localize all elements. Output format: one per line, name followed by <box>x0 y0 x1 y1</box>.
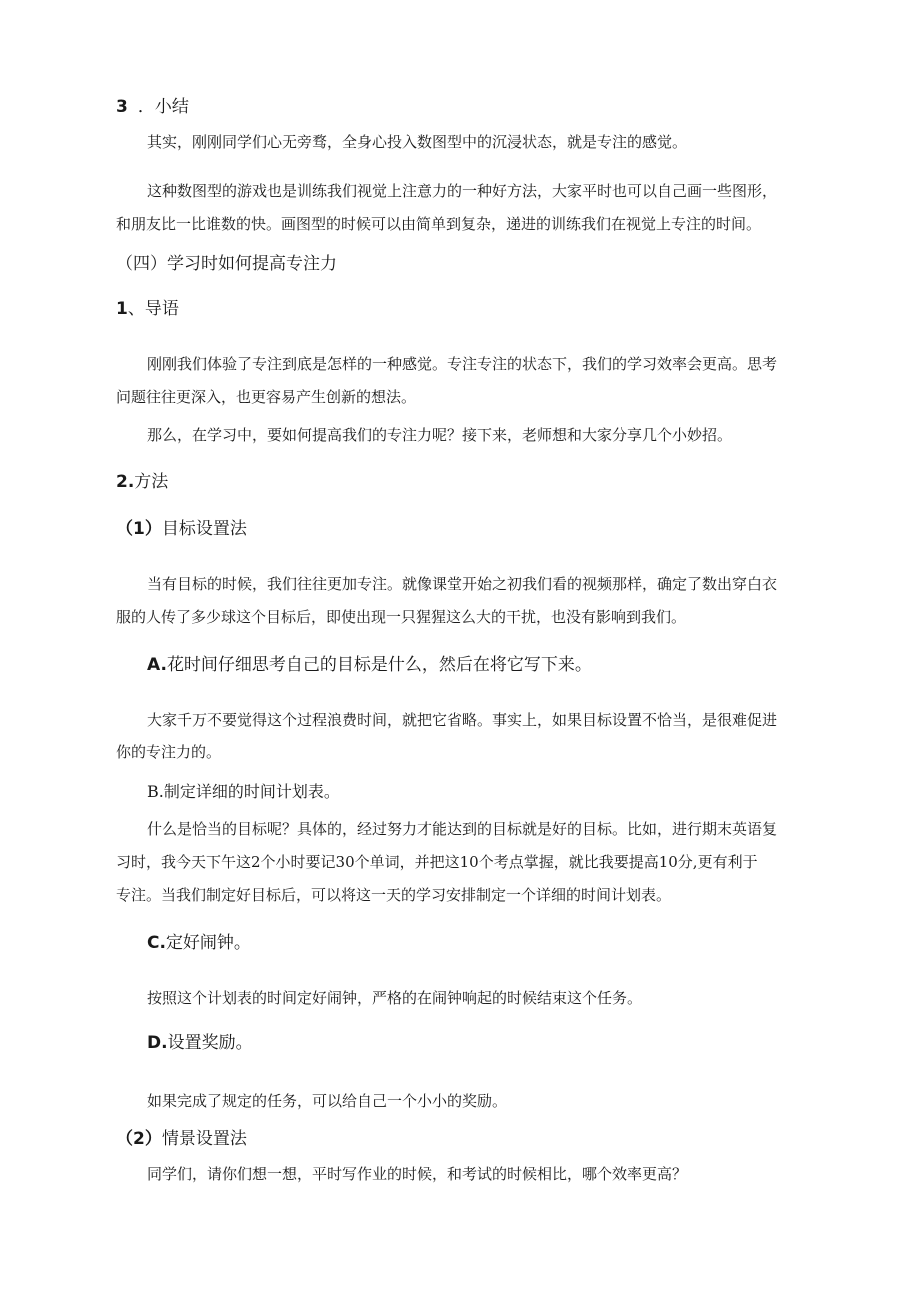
goal-paragraph-line-2: 服的人传了多少球这个目标后，即使出现一只猩猩这么大的干扰，也没有影响到我们。 <box>116 608 687 626</box>
step-d: D.设置奖励。 <box>147 1033 253 1053</box>
scene-paragraph: 同学们，请你们想一想，平时写作业的时候，和考试的时候相比，哪个效率更高？ <box>147 1165 688 1183</box>
intro-paragraph-1-line-2: 问题往往更深入，也更容易产生创新的想法。 <box>116 388 417 406</box>
step-a: A.花时间仔细思考自己的目标是什么，然后在将它写下来。 <box>147 655 592 675</box>
step-a-paragraph-line-2: 你的专注力的。 <box>116 743 222 761</box>
method-heading: 2.方法 <box>116 472 169 492</box>
intro-heading: 1、导语 <box>116 299 179 319</box>
step-b-paragraph-line-2: 习时，我今天下午这2个小时要记30个单词，并把这10个考点掌握，就比我要提高10分,更有利于 <box>116 853 758 871</box>
part4-heading: （四）学习时如何提高专注力 <box>116 254 337 274</box>
summary-paragraph-2-line-1: 这种数图型的游戏也是训练我们视觉上注意力的一种好方法，大家平时也可以自己画一些图形， <box>147 182 778 200</box>
intro-paragraph-1-line-1: 刚刚我们体验了专注到底是怎样的一种感觉。专注专注的状态下，我们的学习效率会更高。思考 <box>147 355 778 373</box>
summary-heading: 3 ．小结 <box>116 97 189 117</box>
step-a-paragraph-line-1: 大家千万不要觉得这个过程浪费时间，就把它省略。事实上，如果目标设置不恰当，是很难促进 <box>147 711 778 729</box>
scene-setting-heading: （2）情景设置法 <box>116 1129 247 1149</box>
step-d-paragraph: 如果完成了规定的任务，可以给自己一个小小的奖励。 <box>147 1092 508 1110</box>
summary-paragraph-2-line-2: 和朋友比一比谁数的快。画图型的时候可以由简单到复杂，递进的训练我们在视觉上专注的时间。 <box>116 215 762 233</box>
step-b: B.制定详细的时间计划表。 <box>147 782 340 801</box>
summary-paragraph-1: 其实，刚刚同学们心无旁骛，全身心投入数图型中的沉浸状态，就是专注的感觉。 <box>147 133 688 151</box>
step-b-paragraph-line-3: 专注。当我们制定好目标后，可以将这一天的学习安排制定一个详细的时间计划表。 <box>116 886 672 904</box>
step-c: C.定好闹钟。 <box>147 933 251 953</box>
step-b-paragraph-line-1: 什么是恰当的目标呢？具体的，经过努力才能达到的目标就是好的目标。比如，进行期末英语复 <box>147 820 778 838</box>
step-c-paragraph: 按照这个计划表的时间定好闹钟，严格的在闹钟响起的时候结束这个任务。 <box>147 989 643 1007</box>
goal-paragraph-line-1: 当有目标的时候，我们往往更加专注。就像课堂开始之初我们看的视频那样，确定了数出穿白衣 <box>147 575 778 593</box>
goal-setting-heading: （1）目标设置法 <box>116 519 247 539</box>
intro-paragraph-2: 那么，在学习中，要如何提高我们的专注力呢？接下来，老师想和大家分享几个小妙招。 <box>147 426 733 444</box>
